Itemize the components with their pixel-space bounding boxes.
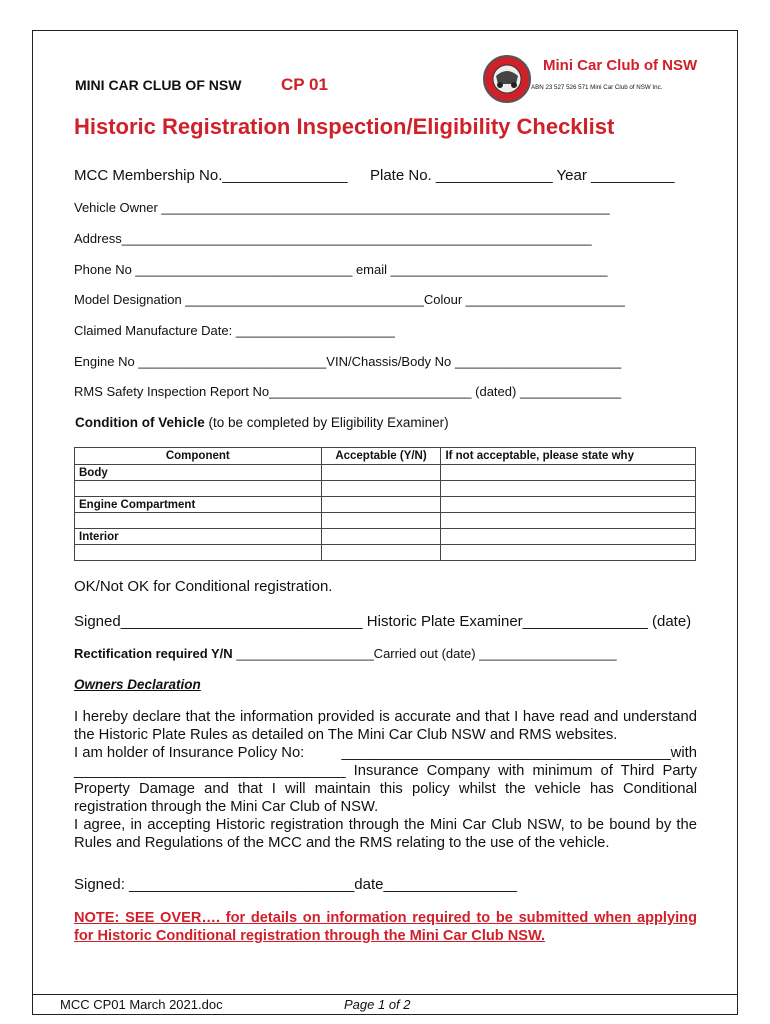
form-code: CP 01 [281, 75, 328, 94]
declaration-paragraph: I hereby declare that the information provided is accurate and that I have read and understand the Historic Plate Rules as detailed on The Mini Car Club NSW and RMS websites. [74, 709, 697, 743]
table-row [75, 529, 696, 545]
column-header: If not acceptable, please state why [441, 448, 696, 465]
table-row [75, 545, 696, 561]
logo-club-name: Mini Car Club of NSW [543, 57, 698, 74]
page-title: Historic Registration Inspection/Eligibility Checklist [74, 114, 615, 139]
engine-vin-field[interactable]: Engine No __________________________VIN/Chassis/Body No _______________________ [74, 354, 622, 369]
reason-cell[interactable] [441, 465, 696, 481]
rectification-label: Rectification required Y/N [74, 646, 233, 661]
owner-field[interactable]: Vehicle Owner ______________________________________________________________ [74, 200, 610, 215]
acceptable-cell[interactable] [321, 545, 441, 561]
condition-title: Condition of Vehicle [75, 415, 205, 430]
logo-abn: ABN 23 527 526 571 Mini Car Club of NSW Inc. [531, 84, 663, 91]
owner-signed-field[interactable]: Signed: ___________________________date________________ [74, 876, 517, 893]
table-row [75, 481, 696, 497]
insurance-policy-field[interactable]: ________________________________________with [341, 745, 697, 761]
table-header-row [75, 448, 696, 465]
acceptable-cell[interactable] [321, 465, 441, 481]
rectification-fields: ___________________Carried out (date) ___________________ [236, 646, 617, 661]
org-name: MINI CAR CLUB OF NSW [75, 77, 242, 93]
table-row [75, 465, 696, 481]
rectification-line[interactable] [74, 646, 617, 661]
acceptable-cell[interactable] [321, 497, 441, 513]
row-label: Body [75, 465, 322, 481]
condition-table [74, 447, 696, 561]
membership-field[interactable]: MCC Membership No._______________ [74, 167, 348, 184]
column-header: Component [75, 448, 322, 465]
row-label: Engine Compartment [75, 497, 322, 513]
row-label: Interior [75, 529, 322, 545]
declaration-paragraph: _________________________________ Insurance Company with minimum of Third Party Property Damage and that I will maintain this policy whilst the vehicle has Conditional registration through the Mini Car Club of NSW. [74, 763, 697, 815]
reason-cell[interactable] [441, 513, 696, 529]
reason-cell[interactable] [441, 481, 696, 497]
table-row [75, 513, 696, 529]
owners-declaration-heading: Owners Declaration [74, 677, 201, 692]
club-badge-icon [482, 54, 532, 104]
declaration-paragraph: I agree, in accepting Historic registration through the Mini Car Club NSW, to be bound by the Rules and Regulations of the MCC and the RMS relating to the use of the vehicle. [74, 817, 697, 851]
examiner-signed-field[interactable]: Signed_____________________________ Historic Plate Examiner_______________ (date) [74, 613, 692, 630]
insurance-label: I am holder of Insurance Policy No: [74, 745, 305, 761]
manufacture-date-field[interactable]: Claimed Manufacture Date: ______________________ [74, 323, 395, 338]
reason-cell[interactable] [441, 497, 696, 513]
note-text: NOTE: SEE OVER…. for details on information required to be submitted when applying for Historic Conditional registration through the Mini Car Club NSW. [74, 910, 697, 944]
footer-page-number: Page 1 of 2 [344, 997, 411, 1012]
column-header: Acceptable (Y/N) [321, 448, 441, 465]
ok-conditional-line: OK/Not OK for Conditional registration. [74, 578, 333, 595]
acceptable-cell[interactable] [321, 529, 441, 545]
phone-email-field[interactable]: Phone No ______________________________ email ______________________________ [74, 262, 608, 277]
footer-divider [33, 994, 737, 995]
plate-year-field[interactable]: Plate No. ______________ Year __________ [370, 167, 675, 184]
footer-doc-name: MCC CP01 March 2021.doc [60, 997, 223, 1012]
declaration-text [74, 708, 697, 852]
rms-report-field[interactable]: RMS Safety Inspection Report No____________________________ (dated) ______________ [74, 384, 622, 399]
address-field[interactable]: Address_________________________________________________________________ [74, 231, 592, 246]
reason-cell[interactable] [441, 529, 696, 545]
insurance-line [74, 744, 697, 762]
acceptable-cell[interactable] [321, 481, 441, 497]
reason-cell[interactable] [441, 545, 696, 561]
condition-heading [75, 415, 449, 430]
model-colour-field[interactable]: Model Designation _________________________________Colour ______________________ [74, 292, 625, 307]
acceptable-cell[interactable] [321, 513, 441, 529]
condition-note: (to be completed by Eligibility Examiner) [208, 415, 449, 430]
table-row [75, 497, 696, 513]
